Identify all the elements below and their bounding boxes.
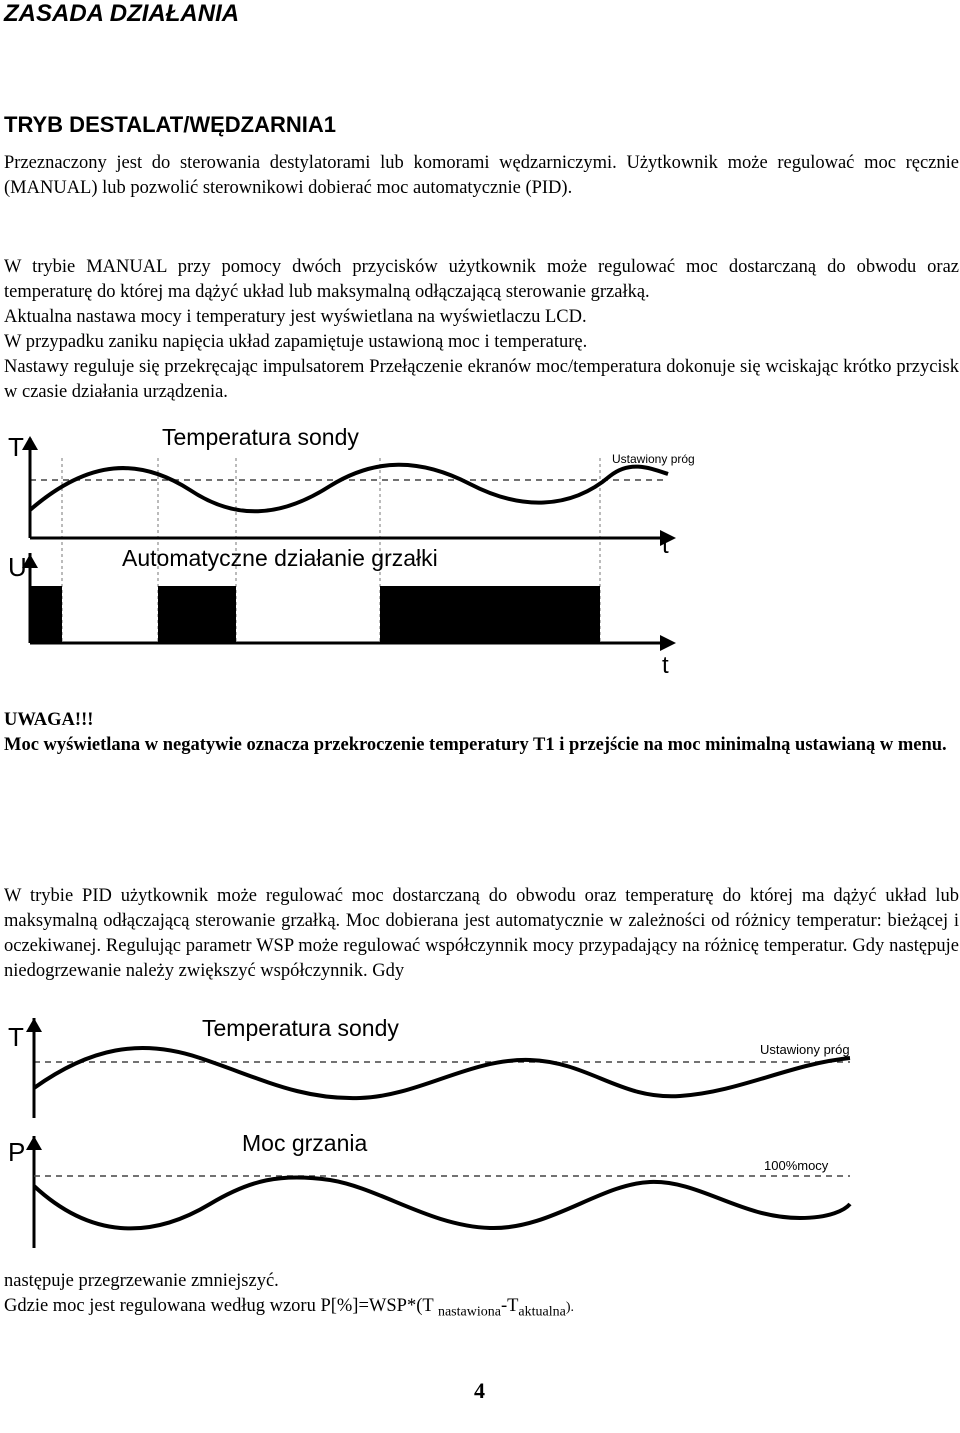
temperature-title: Temperatura sondy bbox=[162, 424, 359, 450]
t-axis-label: T bbox=[8, 1022, 24, 1052]
figure-manual-diagram bbox=[0, 418, 960, 680]
p-axis-label: P bbox=[8, 1137, 26, 1167]
pid-paragraph-continued: następuje przegrzewanie zmniejszyć. bbox=[4, 1271, 279, 1291]
max-power-label: 100%mocy bbox=[764, 1158, 829, 1173]
temperature-wave bbox=[34, 1048, 850, 1098]
heater-on-block bbox=[380, 586, 600, 643]
formula-prefix: Gdzie moc jest regulowana według wzoru P[%]=WSP*(T bbox=[4, 1296, 438, 1316]
formula-subscript-actual: aktualna bbox=[518, 1304, 566, 1320]
time-axis-2-arrow-icon bbox=[660, 635, 676, 651]
pid-paragraph: W trybie PID użytkownik może regulować moc dostarczaną do obwodu oraz temperaturę do której ma dążyć układ lub maksymalną odłączającą sterowanie grzałką. Moc dobierana jest automatycznie w zależności od różnicy temperatur: bieżącej i oczekiwanej. Regulując parametr WSP może regulować współczynnik mocy przypadający na różnicę temperatur. Gdy następuje niedogrzewanie należy zwiększyć współczynnik. Gdy bbox=[4, 886, 959, 981]
manual-lcd-line: Aktualna nastawa mocy i temperatury jest wyświetlana na wyświetlaczu LCD. bbox=[4, 307, 587, 327]
heater-on-block bbox=[30, 586, 62, 643]
power-formula bbox=[4, 1294, 574, 1325]
threshold-label: Ustawiony próg bbox=[760, 1042, 850, 1057]
u-axis-label: U bbox=[8, 552, 27, 582]
page-number: 4 bbox=[474, 1378, 485, 1403]
t-axis-arrow-icon bbox=[22, 436, 38, 450]
heater-on-block bbox=[158, 586, 236, 643]
time-axis-1-label: t bbox=[662, 532, 669, 559]
power-wave bbox=[34, 1177, 850, 1228]
warning-title: UWAGA!!! bbox=[4, 710, 94, 730]
formula-suffix: ). bbox=[565, 1300, 574, 1315]
manual-paragraph: W trybie MANUAL przy pomocy dwóch przycisków użytkownik może regulować moc dostarczaną do obwodu oraz temperaturę do której ma dążyć układ lub maksymalną odłączającą sterowanie grzałką. bbox=[4, 257, 959, 302]
figure-pid-diagram bbox=[0, 1008, 960, 1258]
threshold-label: Ustawiony próg bbox=[612, 452, 695, 466]
temperature-title: Temperatura sondy bbox=[202, 1015, 399, 1041]
time-axis-2-label: t bbox=[662, 652, 669, 679]
page-heading: ZASADA DZIAŁANIA bbox=[4, 0, 240, 27]
warning-text: Moc wyświetlana w negatywie oznacza przekroczenie temperatury T1 i przejście na moc minimalną ustawianą w menu. bbox=[4, 735, 947, 755]
t-axis-label: T bbox=[8, 432, 24, 462]
power-title: Moc grzania bbox=[242, 1130, 368, 1156]
manual-power-loss-line: W przypadku zaniku napięcia układ zapamiętuje ustawioną moc i temperaturę. bbox=[4, 332, 588, 352]
temperature-wave bbox=[30, 465, 668, 512]
heater-title: Automatyczne działanie grzałki bbox=[122, 545, 438, 571]
manual-settings-paragraph: Nastawy reguluje się przekręcając impulsatorem Przełączenie ekranów moc/temperatura dokonuje się wciskając krótko przycisk w czasie działania urządzenia. bbox=[4, 357, 959, 402]
formula-subscript-setpoint: nastawiona bbox=[437, 1304, 501, 1320]
section-title: TRYB DESTALAT/WĘDZARNIA1 bbox=[4, 112, 337, 137]
intro-paragraph: Przeznaczony jest do sterowania destylatorami lub komorami wędzarniczymi. Użytkownik może regulować moc ręcznie (MANUAL) lub pozwolić sterownikowi dobierać moc automatycznie (PID). bbox=[4, 153, 959, 198]
p-axis-arrow-icon bbox=[26, 1136, 42, 1150]
formula-minus-t: -T bbox=[500, 1296, 519, 1316]
t-axis-arrow-icon bbox=[26, 1018, 42, 1032]
